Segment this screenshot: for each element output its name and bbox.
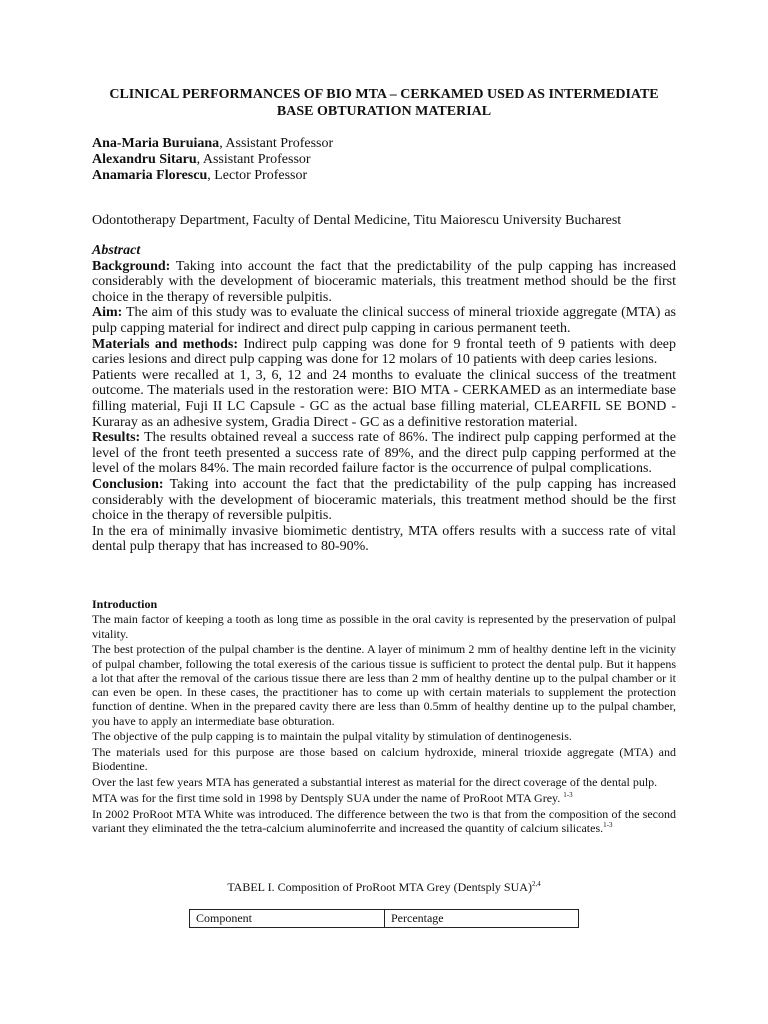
abstract-aim (92, 305, 676, 336)
author-entry (92, 152, 333, 168)
methods-text: Indirect pulp capping was done for 9 frontal teeth of 9 patients with deep caries lesions and direct pulp capping was done for 12 molars of 10 patients with deep caries lesions. (92, 336, 676, 368)
intro-text: MTA was for the first time sold in 1998 by Dentsply SUA under the name of ProRoot MTA Grey. (92, 790, 564, 805)
table-caption-text: TABEL I. Composition of ProRoot MTA Grey (Dentsply SUA) (227, 880, 532, 894)
intro-paragraph: Over the last few years MTA has generated a substantial interest as material for the direct coverage of the dental pulp. (92, 775, 658, 790)
aim-label: Aim: (92, 305, 123, 321)
author-entry (92, 168, 333, 184)
results-label: Results: (92, 430, 141, 446)
intro-paragraph: The main factor of keeping a tooth as long time as possible in the oral cavity is represented by the preservation of pulpal vitality. (92, 612, 676, 641)
author-list (92, 136, 333, 184)
table-header-cell: Percentage (385, 910, 579, 928)
citation-ref: 2,4 (531, 880, 541, 888)
introduction-heading: Introduction (92, 597, 158, 611)
conclusion-text: Taking into account the fact that the predictability of the pulp capping has increased considerably with the development of bioceramic materials, this treatment method should be the first choice in the therapy of reversible pulpitis. (92, 476, 676, 524)
methods-label: Materials and methods: (92, 336, 239, 352)
author-entry (92, 136, 333, 152)
abstract-results (92, 430, 676, 477)
citation-ref: 1-3 (563, 790, 573, 799)
abstract-section (92, 243, 676, 555)
abstract-methods (92, 337, 676, 368)
author-name: Ana-Maria Buruiana (92, 136, 220, 151)
results-text: The results obtained reveal a success rate of 86%. The indirect pulp capping performed at the level of the front teeth presented a success rate of 89%, and the direct pulp capping performed at the level of the molars 84%. The main recorded failure factor is the occurrence of pulpal complications. (92, 430, 676, 477)
table-header-row (190, 910, 579, 928)
affiliation: Odontotherapy Department, Faculty of Dental Medicine, Titu Maiorescu University Bucharest (92, 213, 622, 228)
composition-table (189, 909, 579, 928)
citation-ref: 1-3 (603, 820, 613, 829)
aim-text: The aim of this study was to evaluate the clinical success of mineral trioxide aggregate (MTA) as pulp capping material for indirect and direct pulp capping in carious permanent teeth. (92, 305, 676, 336)
table-caption (92, 880, 676, 895)
intro-paragraph: The materials used for this purpose are those based on calcium hydroxide, mineral trioxide aggregate (MTA) and Biodentine. (92, 745, 676, 774)
author-role: , Assistant Professor (196, 152, 311, 167)
background-text: Taking into account the fact that the predictability of the pulp capping has increased considerably with the development of bioceramic materials, this treatment method should be the first choice in the therapy of reversible pulpitis. (92, 258, 676, 305)
introduction-section (92, 597, 676, 836)
abstract-heading: Abstract (92, 243, 141, 258)
intro-paragraph: The objective of the pulp capping is to maintain the pulpal vitality by stimulation of dentinogenesis. (92, 729, 572, 744)
author-role: , Assistant Professor (219, 136, 334, 151)
intro-text: In 2002 ProRoot MTA White was introduced. The difference between the two is that from the composition of the second variant they eliminated the the tetra-calcium aluminoferrite and increased the quantity of calcium silicates. (92, 806, 676, 835)
table-header-cell: Component (190, 910, 385, 928)
author-role: , Lector Professor (207, 168, 308, 183)
intro-paragraph (92, 791, 676, 805)
background-label: Background: (92, 258, 171, 274)
intro-paragraph (92, 807, 676, 836)
paper-title: CLINICAL PERFORMANCES OF BIO MTA – CERKAMED USED AS INTERMEDIATE BASE OBTURATION MATERIAL (109, 87, 659, 119)
abstract-background (92, 259, 676, 306)
abstract-conclusion (92, 477, 676, 524)
abstract-methods-continued: Patients were recalled at 1, 3, 6, 12 and 24 months to evaluate the clinical success of the treatment outcome. The materials used in the restoration were: BIO MTA - CERKAMED as an intermediate base filling material, Fuji II LC Capsule - GC as the actual base filling material, CLEARFIL SE BOND - Kuraray as an adhesive system, Gradia Direct - GC as a definitive restoration material. (92, 367, 676, 430)
author-name: Anamaria Florescu (92, 168, 208, 183)
author-name: Alexandru Sitaru (92, 152, 197, 167)
abstract-closing: In the era of minimally invasive biomimetic dentistry, MTA offers results with a success rate of vital dental pulp therapy that has increased to 80-90%. (92, 523, 676, 555)
conclusion-label: Conclusion: (92, 476, 164, 492)
intro-paragraph: The best protection of the pulpal chamber is the dentine. A layer of minimum 2 mm of healthy dentine left in the vicinity of pulpal chamber, following the total exeresis of the carious tissue is sufficient to protect the dental pulp. But it happens a lot that after the removal of the carious tissue there are less than 2 mm of healthy dentine up to the pulpal chamber or it can even be open. In these cases, the practitioner has to come up with certain materials to supplement the protection function of dentine. When in the prepared cavity there are less than 0.5mm of healthy dentine up to the pulpal chamber, you have to apply an intermediate base obturation. (92, 642, 676, 728)
